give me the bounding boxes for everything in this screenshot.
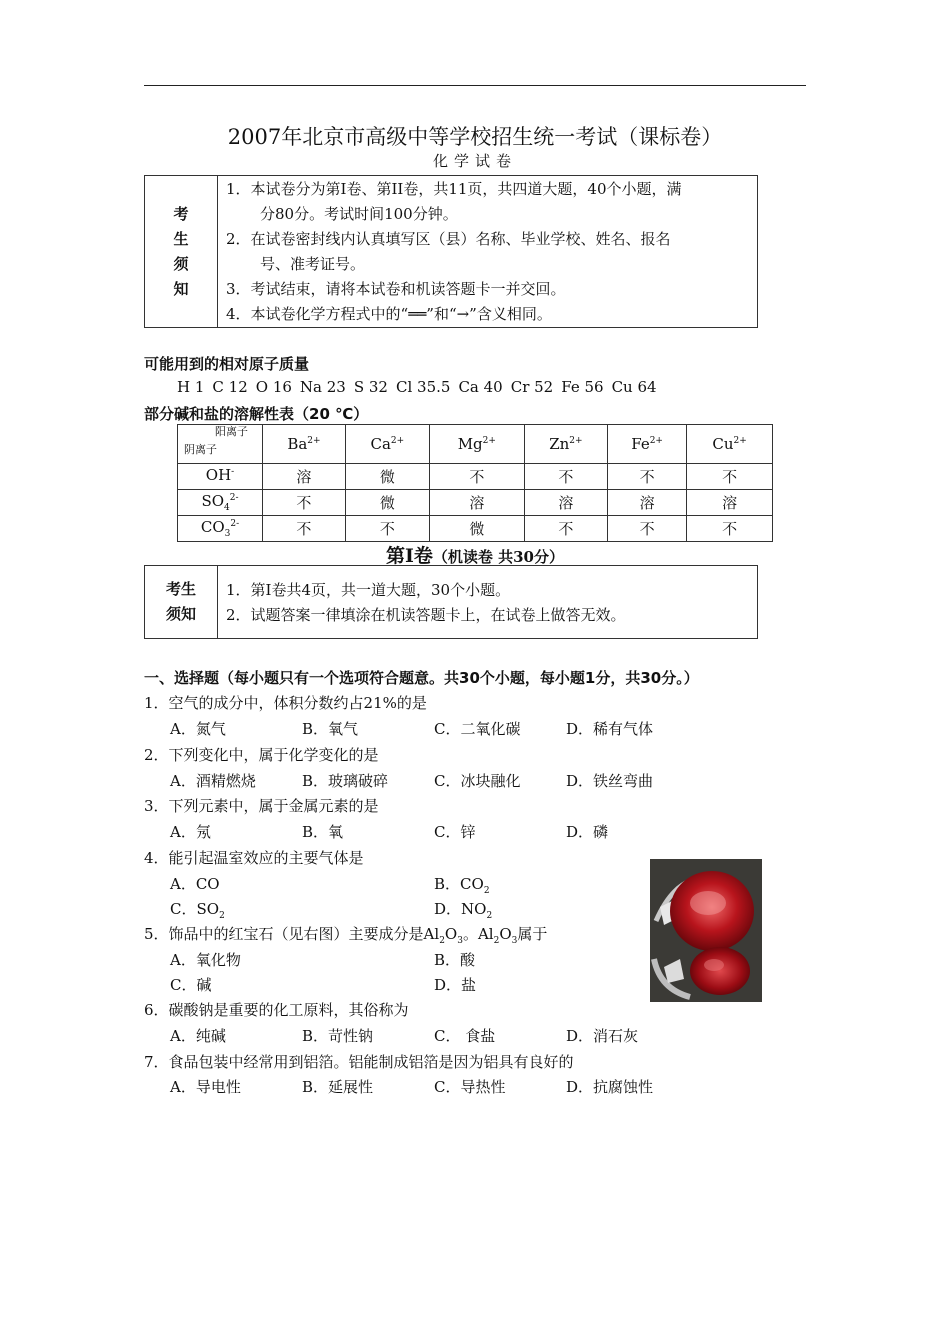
notice-body	[218, 566, 758, 639]
option-d: D．消石灰	[566, 1027, 639, 1045]
anion-header: $SO_4^{2-}$	[178, 490, 263, 516]
notice-line: 1．本试卷分为第I卷、第II卷，共11页，共四道大题，40个小题，满	[226, 180, 682, 198]
option-b: B．氧	[302, 823, 344, 841]
table-cell: 溶	[263, 464, 346, 490]
option-d: D．$NO_2$	[434, 900, 493, 921]
anion-header: OH-	[178, 464, 263, 490]
table-cell: 不	[429, 464, 524, 490]
option-c: C．二氧化碳	[434, 720, 521, 738]
notice-label: 考 生 须 知	[145, 176, 218, 328]
notice-label: 考生 须知	[145, 566, 218, 639]
table-cell: 溶	[607, 490, 686, 516]
anion-header: $CO_3^{2-}$	[178, 516, 263, 542]
question-stem: 2．下列变化中，属于化学变化的是	[144, 746, 379, 764]
option-b: B．$CO_2$	[434, 875, 490, 896]
cation-header: $Ba^{2+}$	[263, 425, 346, 464]
question-stem: 7．食品包装中经常用到铝箔。铝能制成铝箔是因为铝具有良好的	[144, 1053, 574, 1071]
option-b: B．延展性	[302, 1078, 374, 1096]
table-row	[178, 490, 773, 516]
exam-title: 2007年北京市高级中等学校招生统一考试（课标卷）	[227, 125, 723, 149]
table-cell: 微	[429, 516, 524, 542]
notice-line: 分80分。考试时间100分钟。	[260, 205, 458, 223]
atomic-mass-label: 可能用到的相对原子质量	[144, 355, 310, 373]
option-c: C．$SO_2$	[170, 900, 225, 921]
table-cell: 溶	[429, 490, 524, 516]
table-cell: 微	[345, 490, 429, 516]
atomic-mass-values: H 1 C 12 O 16 Na 23 S 32 Cl 35.5 Ca 40 Cr 52 Fe 56 Cu 64	[177, 378, 657, 396]
notice-line: 号、准考证号。	[260, 255, 366, 273]
option-d: D．铁丝弯曲	[566, 772, 654, 790]
table-cell: 不	[687, 464, 773, 490]
solubility-label: 部分碱和盐的溶解性表（20 ℃）	[144, 405, 369, 423]
notice-body	[218, 176, 758, 328]
exam-notice-table	[144, 175, 758, 328]
option-b: B．玻璃破碎	[302, 772, 389, 790]
table-cell: 不	[524, 464, 607, 490]
table-cell: 微	[345, 464, 429, 490]
option-d: D．稀有气体	[566, 720, 654, 738]
cation-header: $Zn^{2+}$	[524, 425, 607, 464]
option-c: C．冰块融化	[434, 772, 521, 790]
part1-title: 第I卷（机读卷 共30分）	[386, 545, 564, 567]
option-a: A．酒精燃烧	[170, 772, 256, 790]
question-stem: 5．饰品中的红宝石（见右图）主要成分是$Al_2O_3$。$Al_2O_3$属于	[144, 925, 548, 946]
option-c: C． 食盐	[434, 1027, 496, 1045]
cation-header: $Mg^{2+}$	[429, 425, 524, 464]
option-b: B．酸	[434, 951, 476, 969]
table-cell: 不	[687, 516, 773, 542]
solubility-table	[177, 424, 773, 542]
question-stem: 6．碳酸钠是重要的化工原料，其俗称为	[144, 1001, 409, 1019]
option-b: B．氧气	[302, 720, 359, 738]
table-cell: 不	[524, 516, 607, 542]
top-rule	[144, 85, 806, 86]
cation-header: $Ca^{2+}$	[345, 425, 429, 464]
table-cell: 不	[263, 490, 346, 516]
question-stem: 1．空气的成分中，体积分数约占21%的是	[144, 694, 427, 712]
option-b: B．苛性钠	[302, 1027, 374, 1045]
option-a: A．导电性	[170, 1078, 241, 1096]
table-cell: 溶	[524, 490, 607, 516]
option-c: C．碱	[170, 976, 212, 994]
table-corner: 阳离子 阴离子	[178, 425, 263, 464]
cation-header: $Cu^{2+}$	[687, 425, 773, 464]
notice-line: 2．试题答案一律填涂在机读答题卡上，在试卷上做答无效。	[226, 605, 626, 624]
option-d: D．磷	[566, 823, 609, 841]
notice-line: 2．在试卷密封线内认真填写区（县）名称、毕业学校、姓名、报名	[226, 230, 671, 248]
option-a: A．氧化物	[170, 951, 241, 969]
option-c: C．导热性	[434, 1078, 506, 1096]
option-a: A．氖	[170, 823, 211, 841]
table-cell: 不	[263, 516, 346, 542]
ruby-ring-image	[650, 859, 762, 1002]
table-row	[178, 464, 773, 490]
cation-header: $Fe^{2+}$	[607, 425, 686, 464]
option-a: A．纯碱	[170, 1027, 226, 1045]
section-heading: 一、选择题（每小题只有一个选项符合题意。共30个小题，每小题1分，共30分。）	[144, 669, 699, 687]
table-cell: 不	[607, 464, 686, 490]
question-stem: 3．下列元素中，属于金属元素的是	[144, 797, 379, 815]
notice-line: 3．考试结束，请将本试卷和机读答题卡一并交回。	[226, 280, 566, 298]
question-stem: 4．能引起温室效应的主要气体是	[144, 849, 364, 867]
option-d: D．盐	[434, 976, 477, 994]
option-a: A．CO	[170, 875, 220, 893]
table-cell: 不	[607, 516, 686, 542]
table-cell: 不	[345, 516, 429, 542]
option-a: A．氮气	[170, 720, 226, 738]
option-d: D．抗腐蚀性	[566, 1078, 654, 1096]
table-cell: 溶	[687, 490, 773, 516]
notice-line: 1．第I卷共4页，共一道大题，30个小题。	[226, 580, 511, 599]
table-row	[178, 516, 773, 542]
part1-notice-table	[144, 565, 758, 639]
option-c: C．锌	[434, 823, 476, 841]
notice-line: 4．本试卷化学方程式中的“══”和“→”含义相同。	[226, 305, 552, 323]
exam-subtitle: 化学试卷	[432, 152, 517, 170]
